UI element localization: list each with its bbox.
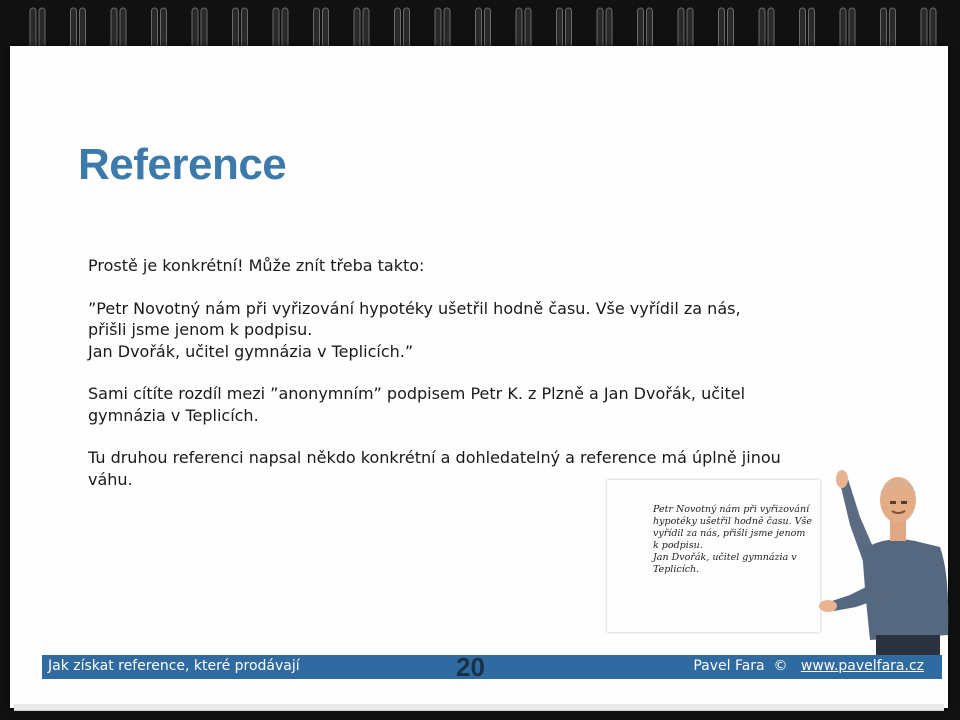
conclusion-paragraph: Tu druhou referenci napsal někdo konkrétní a dohledatelný a reference má úplně jinou váhu. bbox=[88, 448, 781, 489]
footer-author: Pavel Fara bbox=[693, 658, 765, 674]
website-link[interactable]: www.pavelfara.cz bbox=[800, 658, 924, 674]
slide-title: Reference bbox=[78, 140, 287, 189]
quote-line: ”Petr Novotný nám při vyřizování hypotéky ušetřil hodně času. Vše vyřídil za nás, bbox=[88, 298, 741, 318]
handwritten-note-text bbox=[653, 504, 813, 576]
comparison-paragraph: Sami cítíte rozdíl mezi ”anonymním” podpisem Petr K. z Plzně a Jan Dvořák, učitel gymnázia v Teplicích. bbox=[88, 384, 746, 425]
page-number: 20 bbox=[456, 652, 485, 682]
note-line: vyřídil za nás, přišli jsme jenom bbox=[653, 528, 806, 539]
note-line: hypotéky ušetřil hodně času. Vše bbox=[653, 516, 812, 527]
footer-credits bbox=[693, 658, 924, 674]
presenter-figure bbox=[810, 455, 960, 660]
note-line: Petr Novotný nám při vyřizování bbox=[653, 504, 810, 515]
quote-line: přišli jsme jenom k podpisu. bbox=[88, 320, 313, 339]
quote-line: Jan Dvořák, učitel gymnázia v Teplicích.” bbox=[88, 341, 414, 361]
footer-title: Jak získat reference, které prodávají bbox=[48, 658, 300, 674]
footer-bar bbox=[42, 655, 942, 679]
page-edge bbox=[14, 704, 944, 711]
quote-paragraph bbox=[88, 298, 808, 363]
note-line: Jan Dvořák, učitel gymnázia v bbox=[653, 552, 797, 563]
copyright-symbol: © bbox=[773, 658, 788, 674]
intro-paragraph: Prostě je konkrétní! Může znít třeba takto: bbox=[88, 256, 425, 275]
slide-body bbox=[88, 255, 808, 511]
note-line: Teplicích. bbox=[653, 564, 700, 575]
note-line: k podpisu. bbox=[653, 540, 703, 551]
